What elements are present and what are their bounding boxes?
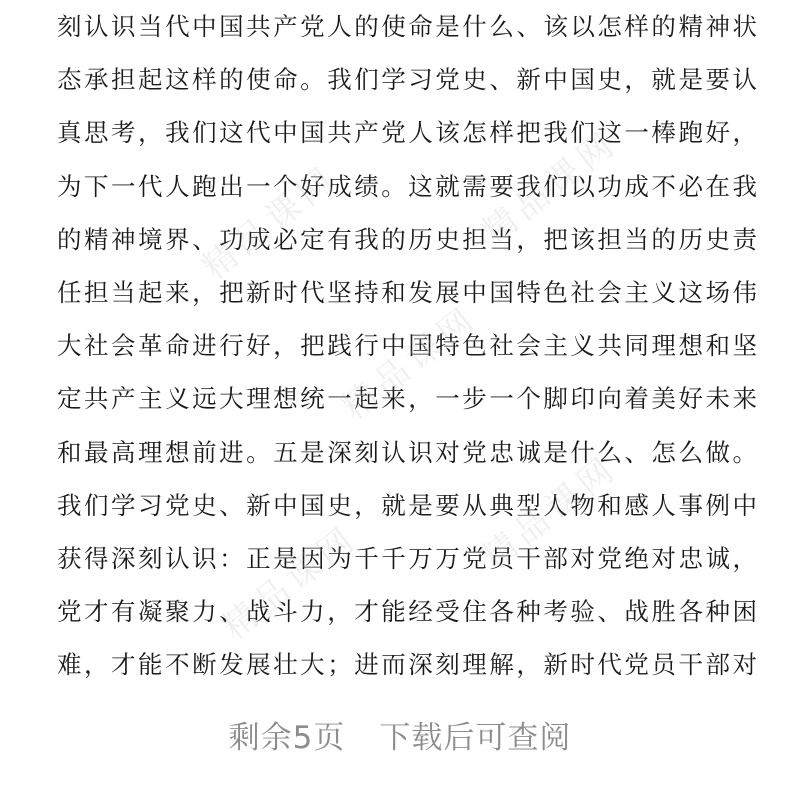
text-line-6: 任担当起来，把新时代坚持和发展中国特色社会主义这场伟	[57, 277, 757, 307]
text-line-5: 的精神境界、功成必定有我的历史担当，把该担当的历史责	[57, 224, 757, 254]
watermark: 精品课网	[214, 517, 366, 648]
watermark: 精品课网	[334, 297, 486, 428]
text-line-1: 刻认识当代中国共产党人的使命是什么、该以怎样的精神状	[57, 12, 757, 41]
watermark: 精品课网	[194, 157, 346, 288]
remaining-pages-banner[interactable]	[0, 712, 800, 757]
remaining-pages-label: 剩余5页	[228, 720, 346, 756]
text-line-4: 为下一代人跑出一个好成绩。这就需要我们以功成不必在我	[57, 171, 757, 201]
text-line-10: 我们学习党史、新中国史，就是要从典型人物和感人事例中	[57, 490, 757, 520]
watermark: 精品课网	[474, 447, 626, 578]
text-line-13: 难，才能不断发展壮大；进而深刻理解，新时代党员干部对	[57, 650, 757, 680]
text-line-12: 党才有凝聚力、战斗力，才能经受住各种考验、战胜各种困	[57, 597, 757, 627]
watermark: 精品课网	[474, 122, 626, 253]
download-to-view-label: 下载后可查阅	[379, 720, 572, 756]
text-line-9: 和最高理想前进。五是深刻认识对党忠诚是什么、怎么做。	[57, 437, 757, 467]
text-line-3: 真思考，我们这代中国共产党人该怎样把我们这一棒跑好，	[57, 118, 757, 148]
text-line-11: 获得深刻认识：正是因为千千万万党员干部对党绝对忠诚，	[57, 543, 757, 573]
text-line-8: 定共产主义远大理想统一起来，一步一个脚印向着美好未来	[57, 384, 757, 414]
text-line-7: 大社会革命进行好，把践行中国特色社会主义共同理想和坚	[57, 331, 757, 361]
text-line-2: 态承担起这样的使命。我们学习党史、新中国史，就是要认	[57, 65, 757, 95]
document-body	[57, 0, 757, 691]
